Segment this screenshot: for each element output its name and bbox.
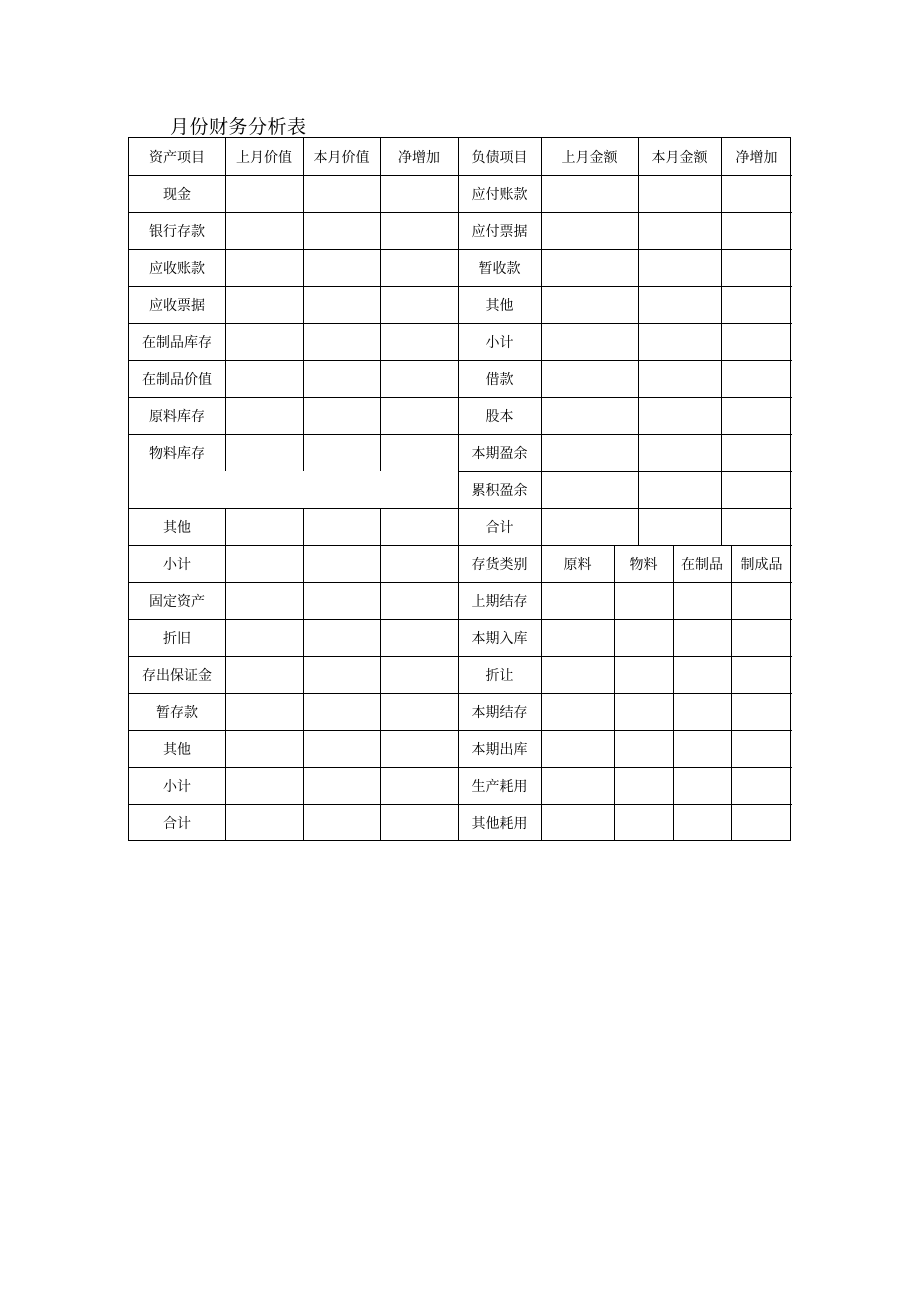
header-cell: 上月金额	[561, 149, 618, 166]
column-divider	[614, 545, 615, 841]
column-divider	[380, 508, 381, 841]
header-cell: 净增加	[735, 149, 778, 166]
header-cell: 负债项目	[471, 149, 528, 166]
asset-item-label: 小计	[163, 556, 191, 573]
asset-item-label: 暂存款	[156, 704, 198, 721]
asset-item-label: 其他	[163, 519, 191, 536]
asset-item-label: 存出保证金	[142, 667, 212, 684]
inventory-item-label: 本期结存	[471, 704, 528, 721]
column-divider	[225, 138, 226, 471]
liability-item-label: 应付票据	[471, 223, 528, 240]
liability-item-label: 累积盈余	[471, 482, 528, 499]
inventory-item-label: 生产耗用	[471, 778, 528, 795]
header-cell: 本月价值	[313, 149, 370, 166]
liability-item-label: 小计	[485, 334, 514, 351]
header-cell: 资产项目	[149, 149, 205, 166]
header-cell: 上月价值	[236, 149, 292, 166]
inventory-item-label: 其他耗用	[471, 815, 528, 832]
inventory-item-label: 本期入库	[471, 630, 528, 647]
asset-item-label: 合计	[163, 815, 191, 832]
liability-item-label: 股本	[485, 408, 514, 425]
asset-item-label: 物料库存	[149, 445, 205, 462]
column-divider	[673, 545, 674, 841]
liability-item-label: 借款	[485, 371, 514, 388]
inventory-item-label: 本期出库	[471, 741, 528, 758]
column-divider	[541, 138, 542, 545]
asset-item-label: 在制品库存	[142, 334, 212, 351]
header-cell: 本月金额	[651, 149, 708, 166]
liability-item-label: 合计	[485, 519, 514, 536]
liability-item-label: 本期盈余	[471, 445, 528, 462]
liability-item-label: 应付账款	[471, 186, 528, 203]
asset-item-label: 固定资产	[149, 593, 205, 610]
column-divider	[380, 138, 381, 471]
asset-item-label: 现金	[163, 186, 191, 203]
header-cell: 净增加	[398, 149, 440, 166]
asset-item-label: 应收账款	[149, 260, 205, 277]
asset-item-label: 小计	[163, 778, 191, 795]
merged-blank-cell	[129, 471, 458, 508]
inventory-header-cell: 原料	[563, 556, 592, 573]
asset-item-label: 银行存款	[149, 223, 205, 240]
liability-item-label: 其他	[485, 297, 514, 314]
page-title: 月份财务分析表	[170, 116, 307, 138]
inventory-item-label: 折让	[485, 667, 514, 684]
asset-item-label: 其他	[163, 741, 191, 758]
asset-item-label: 原料库存	[149, 408, 205, 425]
asset-item-label: 折旧	[163, 630, 191, 647]
column-divider	[541, 545, 542, 841]
column-divider	[721, 138, 722, 545]
column-divider	[303, 138, 304, 471]
liability-item-label: 暂收款	[478, 260, 521, 277]
column-divider	[303, 508, 304, 841]
inventory-header-cell: 在制品	[681, 556, 723, 573]
column-divider	[225, 508, 226, 841]
asset-item-label: 应收票据	[149, 297, 205, 314]
inventory-header-cell: 制成品	[740, 556, 783, 573]
inventory-header-cell: 存货类别	[471, 556, 528, 573]
column-divider	[638, 138, 639, 545]
asset-item-label: 在制品价值	[142, 371, 212, 388]
inventory-item-label: 上期结存	[471, 593, 528, 610]
inventory-header-cell: 物料	[629, 556, 658, 573]
financial-analysis-table	[128, 137, 791, 841]
column-divider	[731, 545, 732, 841]
